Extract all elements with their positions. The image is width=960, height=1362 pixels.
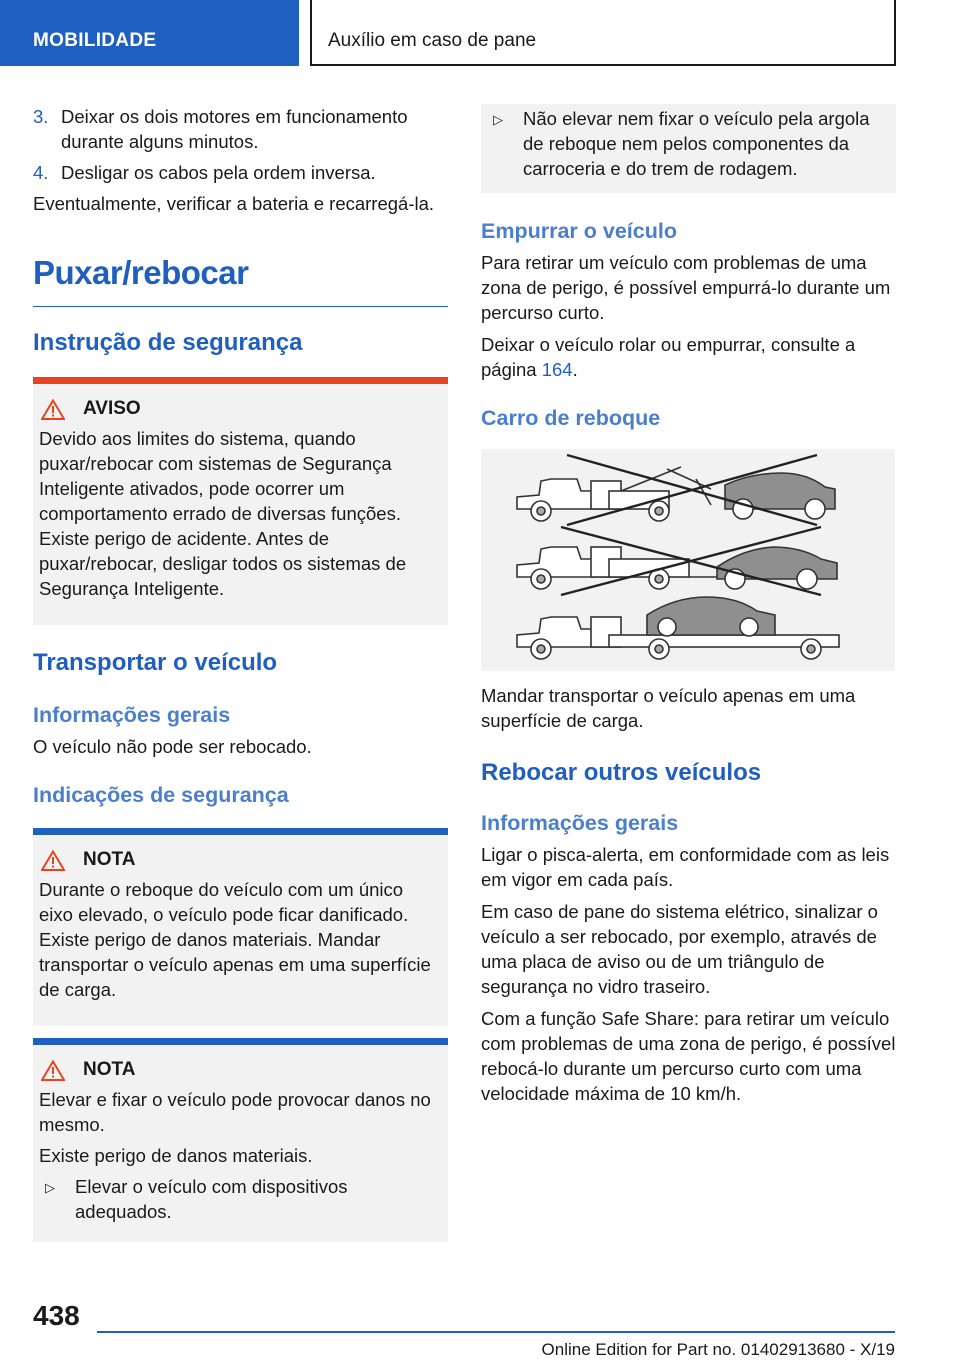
heading-tow-truck: Carro de reboque xyxy=(481,406,661,430)
footer-divider xyxy=(97,1331,895,1333)
tow-truck-figure xyxy=(481,449,895,671)
heading-general-info: Informações gerais xyxy=(33,703,231,727)
heading-push-vehicle: Empurrar o veículo xyxy=(481,219,677,243)
bullet-triangle-icon: ▷ xyxy=(493,112,503,127)
heading-tow-other-vehicles: Rebocar outros veículos xyxy=(481,759,762,786)
right-column xyxy=(481,104,896,1106)
page-number: 438 xyxy=(33,1300,80,1331)
warning-triangle-icon xyxy=(41,850,65,871)
step-number: 3. xyxy=(33,106,49,127)
other-text-1: Ligar o pisca-alerta, em conformidade com as leis em vigor em cada país. xyxy=(481,844,890,890)
tow-caption: Mandar transportar o veículo apenas em uma superfície de carga. xyxy=(481,685,856,731)
note-text: Durante o reboque do veículo com um único eixo elevado, o veículo pode ficar danificado. Existe perigo de danos materiais. Mandar transportar o veículo apenas em uma superfície de carga. xyxy=(39,879,431,1000)
note-title: NOTA xyxy=(41,849,442,871)
warning-triangle-icon xyxy=(41,399,65,420)
left-column xyxy=(33,104,448,1242)
note-box xyxy=(33,828,448,1026)
step-number: 4. xyxy=(33,162,49,183)
heading-safety-instruction: Instrução de segurança xyxy=(33,329,303,356)
list-item: ▷ Não elevar nem fixar o veículo pela argola de reboque nem pelos componentes da carroceria e do trem de rodagem. xyxy=(493,108,870,179)
step-list xyxy=(33,104,448,185)
footer-edition: Online Edition for Part no. 01402913680 - X/19 xyxy=(541,1340,895,1359)
note-continuation-box xyxy=(481,104,896,193)
header-section-label: MOBILIDADE xyxy=(33,30,157,51)
step-text: Deixar os dois motores em funcionamento durante alguns minutos. xyxy=(61,106,408,152)
general-info-text: O veículo não pode ser rebocado. xyxy=(33,736,312,757)
battery-note: Eventualmente, verificar a bateria e recarregá-la. xyxy=(33,193,435,214)
step-text: Desligar os cabos pela ordem inversa. xyxy=(61,162,376,183)
header-section-tab xyxy=(0,0,299,66)
warning-title: AVISO xyxy=(41,398,442,420)
bullet-triangle-icon: ▷ xyxy=(45,1180,55,1195)
other-text-2: Em caso de pane do sistema elétrico, sinalizar o veículo a ser rebocado, por exemplo, através de uma placa de aviso ou de um triângulo de segurança no vidro traseiro. xyxy=(481,901,878,997)
header-chapter-label: Auxílio em caso de pane xyxy=(328,30,537,51)
heading-transport-vehicle: Transportar o veículo xyxy=(33,649,278,676)
page-link[interactable]: 164 xyxy=(541,359,573,380)
note-bullet-list xyxy=(487,106,890,181)
list-item xyxy=(33,160,448,185)
push-reference: Deixar o veículo rolar ou empurrar, consulte a página 164. xyxy=(481,334,856,380)
list-item: ▷ Elevar o veículo com dispositivos adequados. xyxy=(45,1176,348,1222)
warning-triangle-icon xyxy=(41,1060,65,1081)
heading-general-info: Informações gerais xyxy=(481,811,679,835)
tow-truck-illustration xyxy=(481,449,895,671)
note-bullet-list xyxy=(39,1174,442,1224)
header-chapter-box xyxy=(310,0,896,66)
section-heading-towing: Puxar/rebocar xyxy=(33,254,448,307)
warning-box xyxy=(33,377,448,625)
warning-text: Devido aos limites do sistema, quando puxar/rebocar com sistemas de Segurança Inteligente ativados, pode ocorrer um comportamento errado de diversas funções. Existe perigo de acidente. Antes de puxar/rebocar, desligar todos os sistemas de Segurança Inteligente. xyxy=(39,428,407,599)
note-text: Existe perigo de danos materiais. xyxy=(39,1145,313,1166)
note-text: Elevar e fixar o veículo pode provocar danos no mesmo. xyxy=(39,1089,431,1135)
push-text: Para retirar um veículo com problemas de uma zona de perigo, é possível empurrá-lo durante um percurso curto. xyxy=(481,252,891,323)
note-title: NOTA xyxy=(41,1059,442,1081)
other-text-3: Com a função Safe Share: para retirar um veículo com problemas de uma zona de perigo, é possível rebocá-lo durante um percurso curto com uma velocidade máxima de 10 km/h. xyxy=(481,1008,896,1104)
note-box xyxy=(33,1038,448,1242)
list-item xyxy=(33,104,448,154)
heading-safety-notes: Indicações de segurança xyxy=(33,783,289,807)
